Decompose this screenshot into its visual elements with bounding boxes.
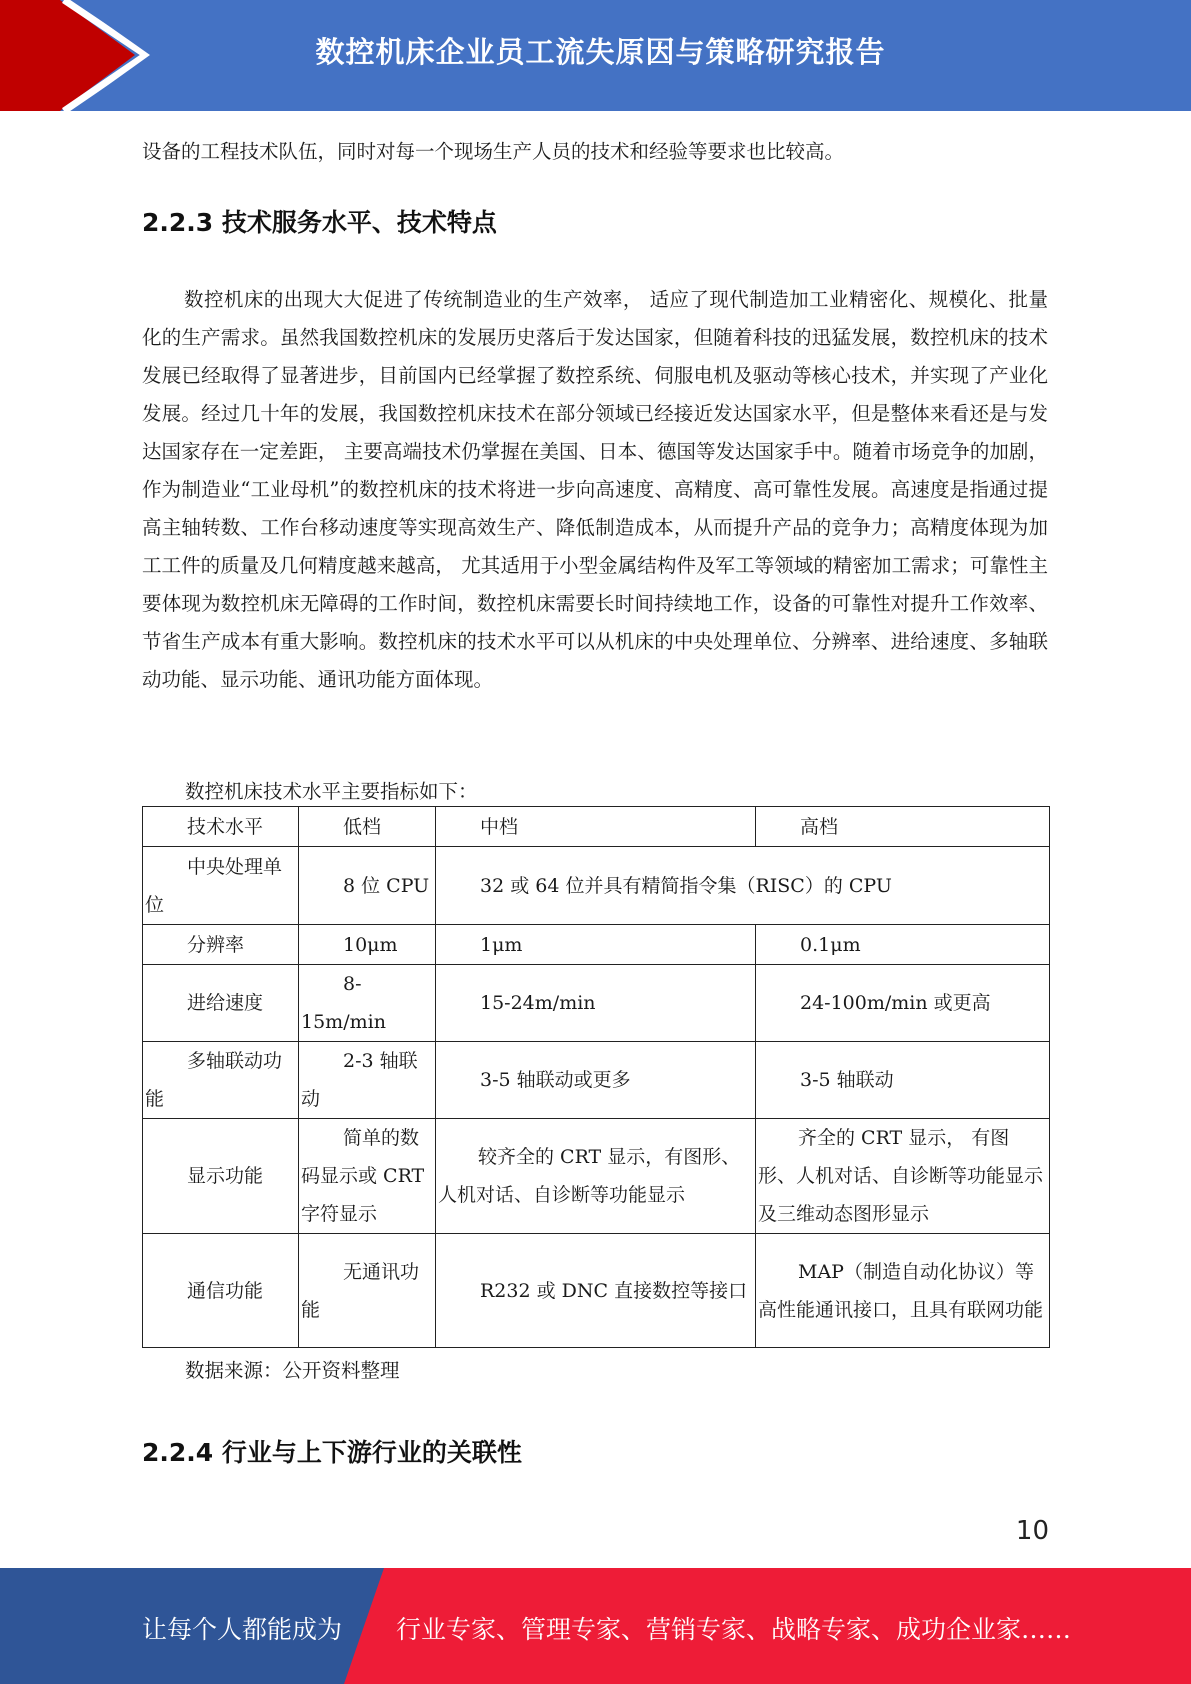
table-cell: 简单的数码显示或 CRT 字符显示 bbox=[299, 1119, 436, 1234]
table-header-cell: 技术水平 bbox=[143, 807, 299, 847]
table-cell: R232 或 DNC 直接数控等接口 bbox=[436, 1234, 756, 1348]
section-heading-2-2-4: 2.2.4 行业与上下游行业的关联性 bbox=[142, 1438, 522, 1467]
table-cell: 3-5 轴联动或更多 bbox=[436, 1042, 756, 1119]
table-row bbox=[143, 847, 1050, 925]
tech-level-table bbox=[142, 806, 1050, 1348]
table-row bbox=[143, 1042, 1050, 1119]
table-cell: 24-100m/min 或更高 bbox=[756, 965, 1050, 1042]
table-cell: MAP（制造自动化协议）等高性能通讯接口，且具有联网功能 bbox=[756, 1234, 1050, 1348]
table-cell: 32 或 64 位并具有精简指令集（RISC）的 CPU bbox=[436, 847, 1050, 925]
section-heading-2-2-3: 2.2.3 技术服务水平、技术特点 bbox=[142, 208, 497, 237]
table-cell: 显示功能 bbox=[143, 1119, 299, 1234]
table-cell: 1μm bbox=[436, 925, 756, 965]
table-cell: 进给速度 bbox=[143, 965, 299, 1042]
table-header-cell: 低档 bbox=[299, 807, 436, 847]
section-paragraph: 数控机床的出现大大促进了传统制造业的生产效率， 适应了现代制造加工业精密化、规模化、批量化的生产需求。虽然我国数控机床的发展历史落后于发达国家，但随着科技的迅猛发展，数控机床的技术发展已经取得了显著进步，目前国内已经掌握了数控系统、伺服电机及驱动等核心技术，并实现了产业化发展。经过几十年的发展，我国数控机床技术在部分领域已经接近发达国家水平，但是整体来看还是与发达国家存在一定差距， 主要高端技术仍掌握在美国、日本、德国等发达国家手中。随着市场竞争的加剧，作为制造业“工业母机”的数控机床的技术将进一步向高速度、高精度、高可靠性发展。高速度是指通过提高主轴转数、工作台移动速度等实现高效生产、降低制造成本，从而提升产品的竞争力；高精度体现为加工工件的质量及几何精度越来越高， 尤其适用于小型金属结构件及军工等领域的精密加工需求；可靠性主要体现为数控机床无障碍的工作时间，数控机床需要长时间持续地工作，设备的可靠性对提升工作效率、节省生产成本有重大影响。数控机床的技术水平可以从机床的中央处理单位、分辨率、进给速度、多轴联动功能、显示功能、通讯功能方面体现。 bbox=[142, 288, 1048, 691]
table-header-cell: 高档 bbox=[756, 807, 1050, 847]
document-title: 数控机床企业员工流失原因与策略研究报告 bbox=[315, 34, 886, 69]
table-cell: 通信功能 bbox=[143, 1234, 299, 1348]
table-cell: 无通讯功能 bbox=[299, 1234, 436, 1348]
table-cell: 2-3 轴联动 bbox=[299, 1042, 436, 1119]
footer-slogan-right: 行业专家、管理专家、营销专家、战略专家、成功企业家…… bbox=[396, 1615, 1072, 1644]
page-number: 10 bbox=[1015, 1516, 1049, 1546]
table-caption: 数控机床技术水平主要指标如下： bbox=[185, 780, 478, 803]
data-source-note: 数据来源：公开资料整理 bbox=[185, 1359, 400, 1382]
table-cell: 8-15m/min bbox=[299, 965, 436, 1042]
table-cell: 齐全的 CRT 显示， 有图形、人机对话、自诊断等功能显示及三维动态图形显示 bbox=[756, 1119, 1050, 1234]
table-cell: 8 位 CPU bbox=[299, 847, 436, 925]
table-cell: 3-5 轴联动 bbox=[756, 1042, 1050, 1119]
table-row bbox=[143, 1234, 1050, 1348]
table-header-row bbox=[143, 807, 1050, 847]
table-cell: 分辨率 bbox=[143, 925, 299, 965]
table-cell: 中央处理单位 bbox=[143, 847, 299, 925]
table-header-cell: 中档 bbox=[436, 807, 756, 847]
table-cell: 15-24m/min bbox=[436, 965, 756, 1042]
intro-line: 设备的工程技术队伍，同时对每一个现场生产人员的技术和经验等要求也比较高。 bbox=[142, 140, 845, 163]
table-cell: 0.1μm bbox=[756, 925, 1050, 965]
table-cell: 较齐全的 CRT 显示，有图形、人机对话、自诊断等功能显示 bbox=[436, 1119, 756, 1234]
table-cell: 多轴联动功能 bbox=[143, 1042, 299, 1119]
footer-slogan-left: 让每个人都能成为 bbox=[142, 1615, 343, 1644]
table-row bbox=[143, 925, 1050, 965]
table-row bbox=[143, 965, 1050, 1042]
table-row bbox=[143, 1119, 1050, 1234]
table-cell: 10μm bbox=[299, 925, 436, 965]
